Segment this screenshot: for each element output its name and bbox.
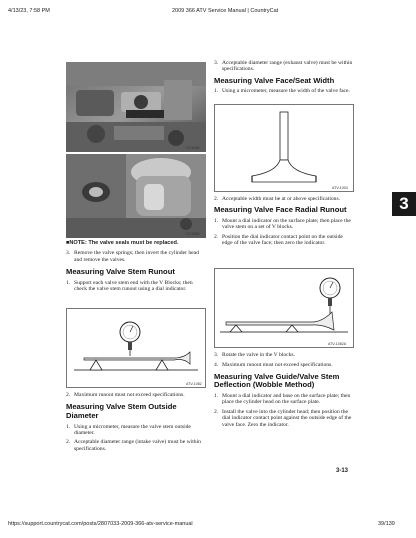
step-measure-face: 1. Using a micrometer, measure the width of the valve face.: [214, 88, 350, 95]
figure-stem-runout: [66, 308, 206, 388]
heading-face-seat-width: Measuring Valve Face/Seat Width: [214, 75, 335, 85]
print-title: 2009 366 ATV Service Manual | CountryCat: [172, 8, 279, 14]
heading-face-radial-runout: Measuring Valve Face Radial Runout: [214, 205, 347, 215]
page-number: 3-13: [336, 468, 349, 474]
photo1-caption: CC104D: [186, 146, 200, 150]
step-max-runout: 2. Maximum runout must not exceed specifications.: [66, 392, 185, 398]
step-support-stem: 1. Support each valve stem end with the V Blocks; then check the valve stem runout using a dial indicator.: [66, 279, 193, 293]
print-page-count: 39/139: [378, 521, 395, 527]
step-exhaust-diameter: 3. Acceptable diameter range (exhaust valve) must be within specifications.: [214, 60, 353, 73]
photo2-caption: CC106D: [186, 232, 200, 236]
step-measure-od: 1. Using a micrometer, measure the valve stem outside diameter.: [66, 423, 191, 436]
step-intake-diameter: 2. Acceptable diameter range (intake valve) must be within specifications.: [66, 439, 201, 452]
right-text-block-2: [214, 196, 354, 247]
step-radial-max-runout: 4. Maximum runout must not exceed specifications.: [214, 362, 333, 369]
heading-stem-runout: Measuring Valve Stem Runout: [66, 267, 175, 277]
fig1-caption: ATV-1082: [186, 382, 202, 386]
left-text-block-2: [66, 392, 206, 452]
right-text-block-1: [214, 60, 354, 95]
left-text-block-1: [66, 240, 206, 293]
note-valve-seals: ■NOTE: The valve seals must be replaced.: [66, 240, 179, 246]
print-datetime: 4/13/23, 7:58 PM: [8, 8, 50, 14]
fig-radial-caption: ATV-1082A: [328, 342, 347, 346]
step-mount-base: 1. Mount a dial indicator and base on the surface plate; then place the cylinder head on the surface plate.: [214, 393, 351, 406]
section-tab: 3: [392, 192, 416, 216]
figure-valve-face: [214, 104, 354, 192]
print-url: https://support.countrycat.com/posts/2807033-2009-366-atv-service-manual: [8, 521, 193, 527]
step-remove-springs: 3. Remove the valve springs; then invert the cylinder head and remove the valves.: [66, 250, 199, 263]
figure-radial-runout: [214, 268, 354, 348]
fig-face-caption: ATV-1004: [332, 186, 348, 190]
right-text-block-3: [214, 352, 354, 428]
step-rotate-valve: 3. Rotate the valve in the V blocks.: [214, 352, 295, 358]
step-install-valve: 2. Install the valve into the cylinder head; then position the dial indicator contact point against the outside edge of the valve face. Zero the indicator.: [214, 408, 352, 428]
heading-stem-od: Measuring Valve Stem Outside Diameter: [66, 402, 177, 420]
photo-valve-spring-compressor: [66, 62, 206, 152]
heading-guide-deflection: Measuring Valve Guide/Valve Stem Deflection (Wobble Method): [214, 371, 340, 390]
step-position-indicator: 2. Position the dial indicator contact point on the outside edge of the valve face; then zero the indicator.: [214, 233, 343, 247]
photo-valve-seal: [66, 154, 206, 238]
step-mount-indicator: 1. Mount a dial indicator on the surface plate; then place the valve stem on a set of V blocks.: [214, 218, 351, 231]
step-acceptable-width: 2. Acceptable width must be at or above specifications.: [214, 196, 341, 202]
